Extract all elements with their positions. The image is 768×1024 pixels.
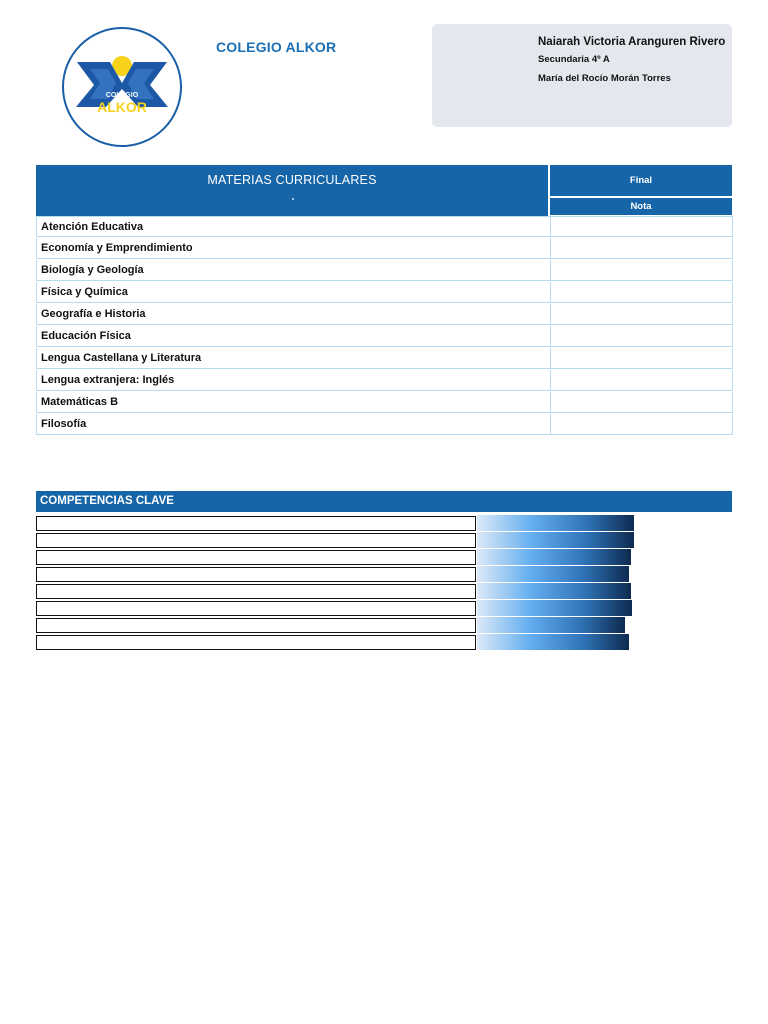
table-row xyxy=(36,260,733,281)
table-row xyxy=(36,370,733,391)
competencia-label-box xyxy=(36,567,476,582)
competencia-level-bar xyxy=(477,515,634,531)
competencias-header: COMPETENCIAS CLAVE xyxy=(36,491,732,512)
column-nota: Nota xyxy=(550,198,732,215)
student-info-box xyxy=(432,24,732,127)
school-name: COLEGIO ALKOR xyxy=(216,39,337,55)
subject-grade-cell xyxy=(550,238,551,258)
subject-grade-cell xyxy=(550,348,551,368)
header-dot xyxy=(292,198,294,200)
subject-name: Lengua extranjera: Inglés xyxy=(41,374,175,386)
subject-grade-cell xyxy=(550,260,551,280)
competencia-label-box xyxy=(36,601,476,616)
competencia-label-box xyxy=(36,550,476,565)
competencia-level-bar xyxy=(477,617,625,633)
svg-text:ALKOR: ALKOR xyxy=(97,99,147,115)
student-course: Secundaria 4º A xyxy=(538,54,610,65)
subject-name: Geografía e Historia xyxy=(41,308,146,320)
subject-name: Filosofía xyxy=(41,418,87,430)
subject-name: Atención Educativa xyxy=(41,221,144,233)
competencia-level-bar xyxy=(477,532,634,548)
subject-name: Biología y Geología xyxy=(41,264,144,276)
subject-grade-cell xyxy=(550,414,551,434)
subject-grade-cell xyxy=(550,392,551,412)
table-row xyxy=(36,238,733,259)
table-row xyxy=(36,216,733,237)
table-row xyxy=(36,414,733,435)
competencia-label-box xyxy=(36,584,476,599)
subject-name: Física y Química xyxy=(41,286,128,298)
table-row xyxy=(36,304,733,325)
competencia-label-box xyxy=(36,635,476,650)
competencia-level-bar xyxy=(477,583,631,599)
svg-text:COLEGIO: COLEGIO xyxy=(105,92,139,99)
school-logo-icon xyxy=(60,27,185,147)
subjects-header xyxy=(36,165,548,216)
table-row xyxy=(36,282,733,303)
subject-grade-cell xyxy=(550,370,551,390)
subject-grade-cell xyxy=(550,217,551,237)
subject-grade-cell xyxy=(550,326,551,346)
subject-name: Lengua Castellana y Literatura xyxy=(41,352,202,364)
school-logo xyxy=(60,27,185,147)
competencia-level-bar xyxy=(477,600,632,616)
subject-name: Matemáticas B xyxy=(41,396,119,408)
student-tutor: María del Rocío Morán Torres xyxy=(538,73,671,84)
subject-grade-cell xyxy=(550,304,551,324)
competencia-level-bar xyxy=(477,566,629,582)
table-row xyxy=(36,348,733,369)
competencia-level-bar xyxy=(477,634,629,650)
student-name: Naiarah Victoria Aranguren Rivero xyxy=(538,36,726,48)
table-row xyxy=(36,326,733,347)
subjects-title: MATERIAS CURRICULARES xyxy=(207,173,377,187)
subject-name: Educación Física xyxy=(41,330,131,342)
competencia-label-box xyxy=(36,618,476,633)
table-row xyxy=(36,392,733,413)
subjects-rows xyxy=(36,216,733,435)
column-final: Final xyxy=(550,165,732,196)
subject-grade-cell xyxy=(550,282,551,302)
competencia-label-box xyxy=(36,516,476,531)
subject-name: Economía y Emprendimiento xyxy=(41,242,193,254)
competencia-label-box xyxy=(36,533,476,548)
competencia-level-bar xyxy=(477,549,631,565)
